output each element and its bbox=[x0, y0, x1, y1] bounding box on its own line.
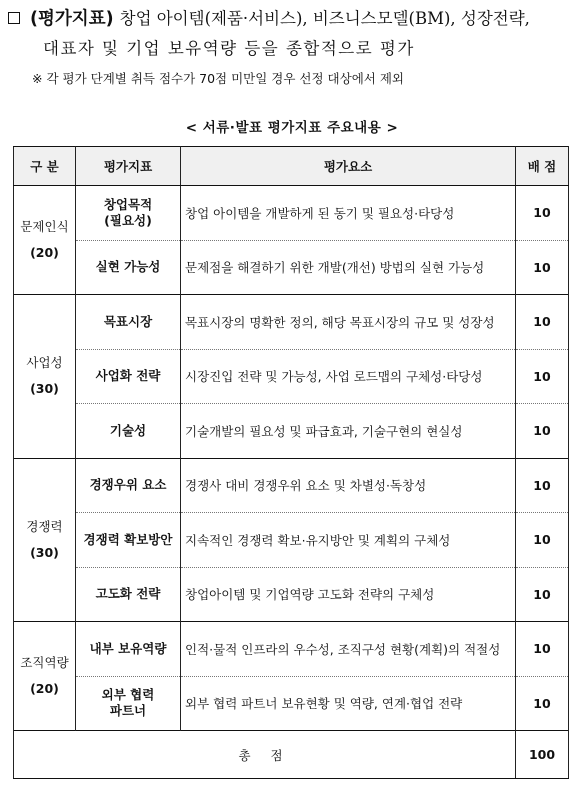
table-row bbox=[14, 295, 569, 350]
table-row bbox=[14, 513, 569, 568]
element-cell: 외부 협력 파트너 보유현황 및 역량, 연계·협업 전략 bbox=[181, 676, 516, 731]
table-row bbox=[14, 622, 569, 677]
category-name: 조직역량 bbox=[20, 655, 69, 670]
points-cell: 10 bbox=[516, 295, 569, 350]
total-row bbox=[14, 731, 569, 779]
table-row bbox=[14, 458, 569, 513]
category-name: 사업성 bbox=[26, 355, 63, 371]
total-points: 100 bbox=[516, 731, 569, 779]
element-cell: 목표시장의 명확한 정의, 해당 목표시장의 규모 및 성장성 bbox=[181, 295, 516, 350]
category-name: 경쟁력 bbox=[26, 518, 63, 534]
points-cell: 10 bbox=[516, 513, 569, 568]
points-cell: 10 bbox=[516, 349, 569, 404]
element-cell: 경쟁사 대비 경쟁우위 요소 및 차별성·독창성 bbox=[181, 458, 516, 513]
points-cell: 10 bbox=[516, 622, 569, 677]
category-name: 문제인식 bbox=[20, 219, 69, 234]
table-header-row bbox=[14, 147, 569, 186]
category-cell bbox=[14, 458, 76, 622]
header-element: 평가요소 bbox=[181, 147, 516, 186]
category-score: (20) bbox=[30, 245, 59, 260]
points-cell: 10 bbox=[516, 567, 569, 622]
indicator-cell: 실현 가능성 bbox=[76, 240, 181, 295]
indicator-cell: 경쟁우위 요소 bbox=[76, 458, 181, 513]
indicator-cell: 경쟁력 확보방안 bbox=[76, 513, 181, 568]
category-score: (30) bbox=[30, 544, 59, 560]
points-cell: 10 bbox=[516, 186, 569, 241]
points-cell: 10 bbox=[516, 458, 569, 513]
element-cell: 지속적인 경쟁력 확보·유지방안 및 계획의 구체성 bbox=[181, 513, 516, 568]
table-caption: < 서류·발표 평가지표 주요내용 > bbox=[185, 120, 399, 136]
header-points: 배 점 bbox=[516, 147, 569, 186]
category-cell bbox=[14, 295, 76, 459]
intro-text-1: 창업 아이템(제품·서비스), 비즈니스모델(BM), 성장전략, bbox=[119, 9, 530, 28]
header-category: 구 분 bbox=[14, 147, 76, 186]
intro-paragraph bbox=[6, 4, 580, 64]
table-body bbox=[14, 186, 569, 779]
table-row bbox=[14, 404, 569, 459]
points-cell: 10 bbox=[516, 404, 569, 459]
table-row bbox=[14, 567, 569, 622]
indicator-cell: 목표시장 bbox=[76, 295, 181, 350]
indicator-cell: 창업목적 (필요성) bbox=[76, 186, 181, 241]
total-label: 총 점 bbox=[14, 731, 516, 779]
element-cell: 기술개발의 필요성 및 파급효과, 기술구현의 현실성 bbox=[181, 404, 516, 459]
element-cell: 창업아이템 및 기업역량 고도화 전략의 구체성 bbox=[181, 567, 516, 622]
points-cell: 10 bbox=[516, 676, 569, 731]
indicator-cell: 외부 협력 파트너 bbox=[76, 676, 181, 731]
intro-line-1 bbox=[6, 4, 580, 34]
element-cell: 창업 아이템을 개발하게 된 동기 및 필요성·타당성 bbox=[181, 186, 516, 241]
category-cell bbox=[14, 186, 76, 295]
element-cell: 시장진입 전략 및 가능성, 사업 로드맵의 구체성·타당성 bbox=[181, 349, 516, 404]
category-score: (20) bbox=[30, 681, 59, 696]
category-score: (30) bbox=[30, 381, 59, 397]
indicator-cell: 고도화 전략 bbox=[76, 567, 181, 622]
evaluation-table bbox=[13, 146, 569, 779]
intro-title: (평가지표) bbox=[30, 9, 114, 29]
points-cell: 10 bbox=[516, 240, 569, 295]
indicator-cell: 내부 보유역량 bbox=[76, 622, 181, 677]
element-cell: 문제점을 해결하기 위한 개발(개선) 방법의 실현 가능성 bbox=[181, 240, 516, 295]
exclusion-note: ※ 각 평가 단계별 취득 점수가 70점 미만일 경우 선정 대상에서 제외 bbox=[32, 71, 404, 86]
header-indicator: 평가지표 bbox=[76, 147, 181, 186]
table-row bbox=[14, 240, 569, 295]
intro-line-2: 대표자 및 기업 보유역량 등을 종합적으로 평가 bbox=[43, 39, 415, 58]
category-cell bbox=[14, 622, 76, 731]
element-cell: 인적·물적 인프라의 우수성, 조직구성 현황(계획)의 적절성 bbox=[181, 622, 516, 677]
table-row bbox=[14, 349, 569, 404]
indicator-cell: 사업화 전략 bbox=[76, 349, 181, 404]
table-row bbox=[14, 186, 569, 241]
table-row bbox=[14, 676, 569, 731]
indicator-cell: 기술성 bbox=[76, 404, 181, 459]
checkbox-icon bbox=[8, 12, 20, 24]
